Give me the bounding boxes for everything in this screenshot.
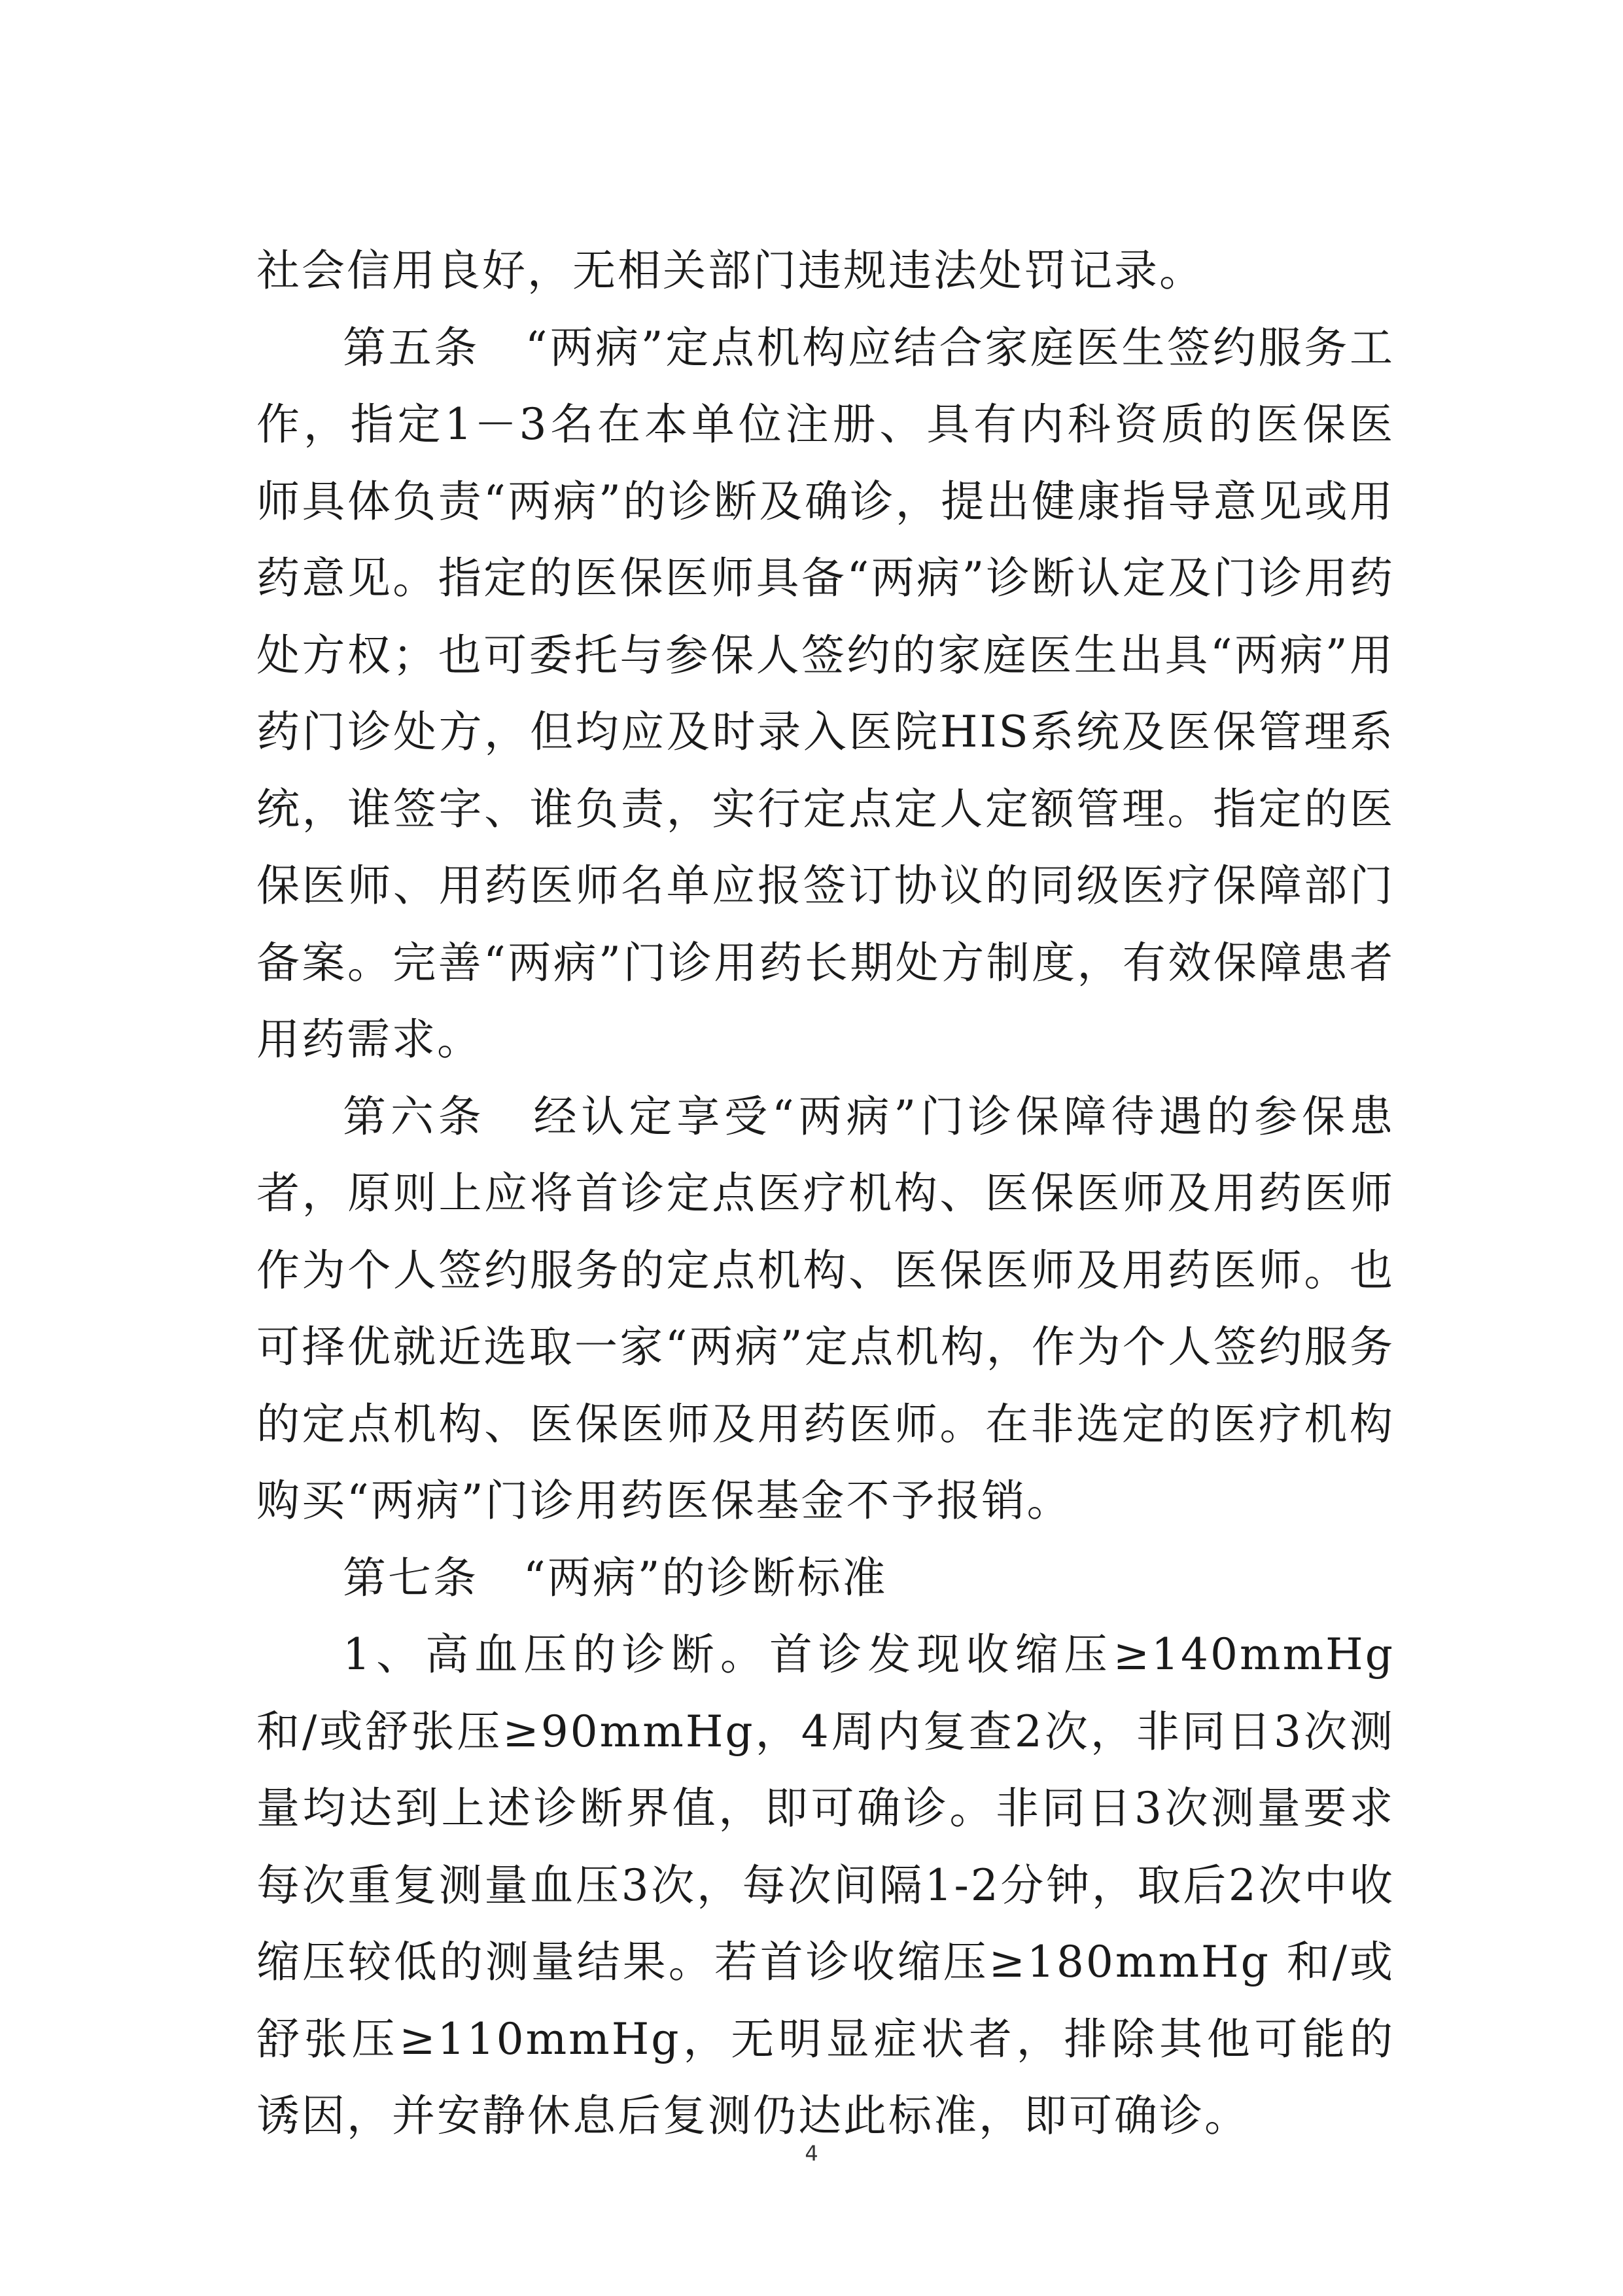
paragraph-continuation: 社会信用良好，无相关部门违规违法处罚记录。 <box>256 245 1204 296</box>
document-body <box>256 232 1395 2155</box>
page-number: 4 <box>805 2141 818 2166</box>
paragraph-article-6: 第六条 经认定享受“两病”门诊保障待遇的参保患者，原则上应将首诊定点医疗机构、医保医师及用药医师作为个人签约服务的定点机构、医保医师及用药医师。也可择优就近选取一家“两病”定点机构，作为个人签约服务的定点机构、医保医师及用药医师。在非选定的医疗机构购买“两病”门诊用药医保基金不予报销。 <box>256 1091 1395 1526</box>
paragraph-article-5: 第五条 “两病”定点机构应结合家庭医生签约服务工作，指定1－3名在本单位注册、具有内科资质的医保医师具体负责“两病”的诊断及确诊，提出健康指导意见或用药意见。指定的医保医师具备“两病”诊断认定及门诊用药处方权；也可委托与参保人签约的家庭医生出具“两病”用药门诊处方，但均应及时录入医院HIS系统及医保管理系统，谁签字、谁负责，实行定点定人定额管理。指定的医保医师、用药医师名单应报签订协议的同级医疗保障部门备案。完善“两病”门诊用药长期处方制度，有效保障患者用药需求。 <box>256 322 1395 1065</box>
paragraph-hypertension-diagnosis: 1、高血压的诊断。首诊发现收缩压≥140mmHg 和/或舒张压≥90mmHg，4周内复查2次，非同日3次测量均达到上述诊断界值，即可确诊。非同日3次测量要求每次重复测量血压3次，每次间隔1-2分钟，取后2次中收缩压较低的测量结果。若首诊收缩压≥180mmHg 和/或舒张压≥110mmHg，无明显症状者，排除其他可能的诱因，并安静休息后复测仍达此标准，即可确诊。 <box>256 1629 1395 2141</box>
paragraph-article-7-heading: 第七条 “两病”的诊断标准 <box>343 1552 888 1603</box>
